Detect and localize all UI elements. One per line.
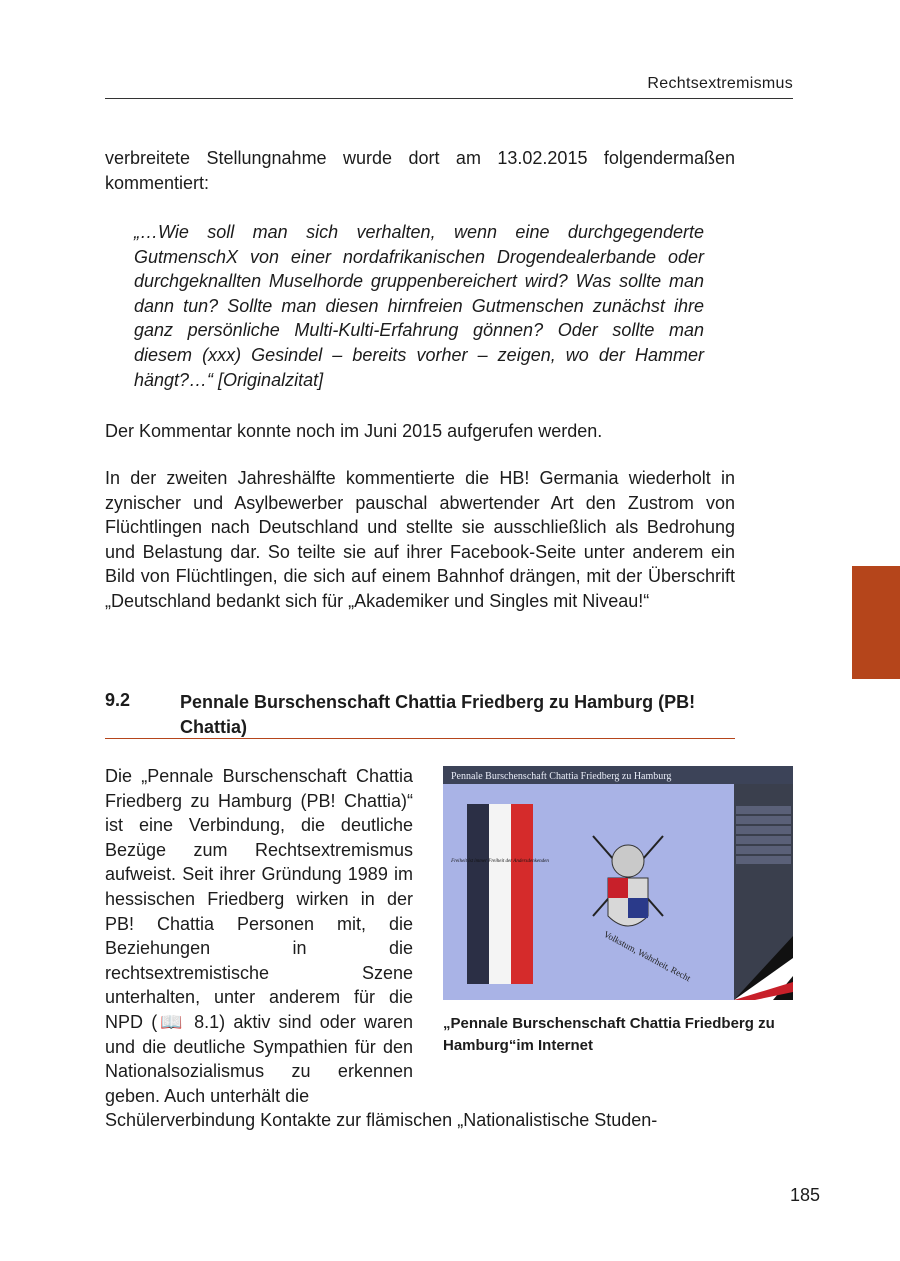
- site-nav-item: [736, 806, 791, 814]
- intro-paragraph: verbreitete Stellungnahme wurde dort am 13.02.2015 folgendermaßen kommentiert:: [105, 148, 735, 193]
- continuation-line: Schülerverbindung Kontakte zur flämischen „Nationalistische Studen-: [105, 1110, 658, 1130]
- motto-text: Volkstum, Wahrheit, Recht: [602, 928, 693, 984]
- site-nav-item: [736, 856, 791, 864]
- site-nav-item: [736, 846, 791, 854]
- section-title: Pennale Burschenschaft Chattia Friedberg zu Hamburg (PB! Chattia): [180, 692, 696, 737]
- page-number: 185: [790, 1185, 821, 1205]
- banner-black-stripe: [467, 804, 489, 984]
- kommentar-paragraph: Der Kommentar konnte noch im Juni 2015 aufgerufen werden.: [105, 421, 603, 441]
- germania-paragraph: In der zweiten Jahreshälfte kommentierte die HB! Germania wiederholt in zynischer und Asylbewerber pauschal abwertender Art den Zustrom von Flüchtlingen nach Deutschland und stellte sie ausschließlich als Bedrohung und Belastung dar. So teilte sie auf ihrer Facebook-Seite unter anderem ein Bild von Flüchtlingen, die sich auf einem Bahnhof drängen, mit der Überschrift „Deutschland bedankt sich für „Akademiker und Singles mit Niveau!“: [105, 468, 735, 611]
- banner-red-stripe: [511, 804, 533, 984]
- chapter-tab: [852, 566, 900, 679]
- site-nav-item: [736, 826, 791, 834]
- banner-white-stripe: [489, 804, 511, 984]
- helmet-crest: [612, 845, 644, 877]
- site-nav-item: [736, 836, 791, 844]
- figure-caption: „Pennale Burschenschaft Chattia Friedberg zu Hamburg“im Internet: [443, 1015, 775, 1054]
- chattia-paragraph: Die „Pennale Burschenschaft Chattia Friedberg zu Hamburg (PB! Chattia)“ ist eine Verbindung, die deutliche Bezüge zum Rechtsextremismus aufweist. Seit ihrer Gründung 1989 im hessischen Friedberg wirken in der PB! Chattia Personen mit, die Beziehungen in die rechtsextremistische Szene unterhalten, unter anderem für die NPD (📖 8.1) aktiv sind oder waren und die deutliche Sympathien für den Nationalsozialismus zu erkennen geben. Auch unterhält die: [105, 766, 413, 1106]
- shield-quarter: [628, 898, 648, 918]
- website-screenshot: [443, 766, 793, 1000]
- shield-quarter: [608, 878, 628, 898]
- site-title: Pennale Burschenschaft Chattia Friedberg zu Hamburg: [451, 771, 672, 782]
- banner-text: Freiheit ist immer Freiheit der Andersdenkenden: [451, 859, 549, 864]
- section-divider: [105, 738, 735, 739]
- running-head: Rechtsextremismus: [647, 75, 793, 92]
- section-number: 9.2: [105, 690, 131, 710]
- blockquote: „…Wie soll man sich verhalten, wenn eine durchgegenderte GutmenschX von einer nordafrikanischen Drogendealerbande oder durchgeknallten Muselhorde gruppenbereichert wird? Was sollte man dann tun? Sollte man diesen hirnfreien Gutmenschen zunächst ihre ganz persönliche Multi-Kulti-Erfahrung gönnen? Oder sollte man diesem (xxx) Gesindel – bereits vorher – zeigen, wo der Hammer hängt?…“ [Originalzitat]: [134, 222, 704, 390]
- header-divider: [105, 98, 793, 99]
- website-screenshot-figure: [443, 766, 793, 1000]
- site-nav-item: [736, 816, 791, 824]
